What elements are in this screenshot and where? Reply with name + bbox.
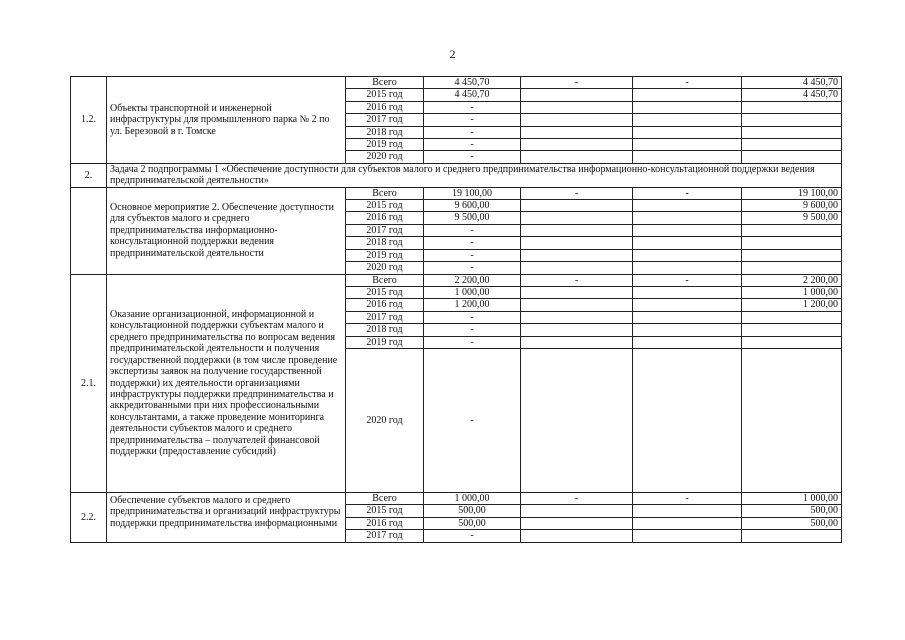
total-cell: 500,00 (742, 517, 842, 529)
amount-cell: 1 000,00 (424, 286, 521, 298)
amount-cell: - (424, 336, 521, 348)
budget-col-3 (521, 126, 633, 138)
total-cell: 1 000,00 (742, 286, 842, 298)
budget-col-4: - (633, 187, 742, 199)
total-cell (742, 530, 842, 542)
page-number: 2 (449, 47, 456, 61)
amount-cell: - (424, 311, 521, 323)
budget-col-3 (521, 262, 633, 274)
total-cell: 9 500,00 (742, 212, 842, 224)
budget-col-4 (633, 348, 742, 492)
table-row (71, 187, 842, 199)
year-cell: 2015 год (346, 286, 424, 298)
total-cell (742, 126, 842, 138)
budget-col-4 (633, 114, 742, 126)
item-name: Объекты транспортной и инженерной инфраструктуры для промышленного парка № 2 по ул. Березовой в г. Томске (107, 77, 346, 164)
budget-col-4 (633, 224, 742, 236)
total-cell: 2 200,00 (742, 274, 842, 286)
budget-col-3 (521, 212, 633, 224)
year-cell: 2019 год (346, 249, 424, 261)
budget-col-3: - (521, 187, 633, 199)
total-cell (742, 249, 842, 261)
row-number: 2.2. (71, 492, 107, 542)
row-number: 2. (71, 163, 107, 187)
total-cell (742, 101, 842, 113)
year-cell: 2017 год (346, 224, 424, 236)
year-cell: Всего (346, 187, 424, 199)
budget-col-3 (521, 101, 633, 113)
budget-col-4: - (633, 492, 742, 504)
budget-col-3 (521, 224, 633, 236)
amount-cell: 4 450,70 (424, 89, 521, 101)
year-cell: Всего (346, 274, 424, 286)
year-cell: 2019 год (346, 336, 424, 348)
year-cell: Всего (346, 77, 424, 89)
budget-col-3: - (521, 492, 633, 504)
row-number: 1.2. (71, 77, 107, 164)
budget-col-3: - (521, 77, 633, 89)
total-cell: 1 000,00 (742, 492, 842, 504)
amount-cell: 19 100,00 (424, 187, 521, 199)
budget-col-4 (633, 286, 742, 298)
budget-col-4 (633, 324, 742, 336)
budget-col-4 (633, 139, 742, 151)
total-cell (742, 151, 842, 163)
budget-col-3 (521, 311, 633, 323)
year-cell: 2020 год (346, 348, 424, 492)
year-cell: 2015 год (346, 200, 424, 212)
budget-col-3 (521, 114, 633, 126)
total-cell (742, 324, 842, 336)
total-cell (742, 348, 842, 492)
total-cell (742, 262, 842, 274)
year-cell: 2017 год (346, 311, 424, 323)
budget-col-4 (633, 517, 742, 529)
budget-col-4 (633, 126, 742, 138)
budget-col-3 (521, 348, 633, 492)
total-cell: 19 100,00 (742, 187, 842, 199)
amount-cell: - (424, 139, 521, 151)
budget-col-3 (521, 237, 633, 249)
task-row (71, 163, 842, 187)
budget-col-3 (521, 151, 633, 163)
budget-col-4 (633, 311, 742, 323)
budget-col-4 (633, 89, 742, 101)
year-cell: 2019 год (346, 139, 424, 151)
year-cell: 2018 год (346, 126, 424, 138)
year-cell: 2016 год (346, 517, 424, 529)
year-cell: 2016 год (346, 299, 424, 311)
budget-col-4 (633, 212, 742, 224)
amount-cell: - (424, 530, 521, 542)
year-cell: 2020 год (346, 151, 424, 163)
year-cell: 2015 год (346, 89, 424, 101)
amount-cell: 9 500,00 (424, 212, 521, 224)
budget-col-4 (633, 262, 742, 274)
budget-col-4 (633, 505, 742, 517)
year-cell: Всего (346, 492, 424, 504)
budget-col-3 (521, 517, 633, 529)
budget-col-3 (521, 530, 633, 542)
amount-cell: 1 000,00 (424, 492, 521, 504)
amount-cell: - (424, 262, 521, 274)
item-name: Основное мероприятие 2. Обеспечение доступности для субъектов малого и среднего предпринимательства информационно-консультационной поддержки ведения предпринимательской деятельности (107, 187, 346, 274)
total-cell: 500,00 (742, 505, 842, 517)
total-cell: 4 450,70 (742, 89, 842, 101)
budget-col-4 (633, 237, 742, 249)
item-name: Оказание организационной, информационной и консультационной поддержки субъектам малого и среднего предпринимательства по вопросам ведения предпринимательской деятельности и получения государственной поддержки (в том числе проведение экспертизы заявок на получение государственной поддержки) их деятельности организациями инфраструктуры поддержки предпринимательства и аккредитованными при них профессиональными консультантами, а также проведение мониторинга деятельности субъектов малого и среднего предпринимательства – получателей финансовой поддержки (предоставление субсидий) (107, 274, 346, 492)
budget-col-4 (633, 336, 742, 348)
amount-cell: 2 200,00 (424, 274, 521, 286)
budget-col-4 (633, 299, 742, 311)
budget-col-3 (521, 249, 633, 261)
total-cell: 1 200,00 (742, 299, 842, 311)
budget-col-3: - (521, 274, 633, 286)
amount-cell: 9 600,00 (424, 200, 521, 212)
year-cell: 2016 год (346, 212, 424, 224)
amount-cell: - (424, 348, 521, 492)
budget-col-3 (521, 299, 633, 311)
total-cell: 4 450,70 (742, 77, 842, 89)
amount-cell: - (424, 237, 521, 249)
amount-cell: - (424, 151, 521, 163)
table-row (71, 492, 842, 504)
total-cell (742, 336, 842, 348)
budget-col-4 (633, 151, 742, 163)
year-cell: 2018 год (346, 237, 424, 249)
budget-col-4: - (633, 77, 742, 89)
total-cell (742, 139, 842, 151)
row-number: 2.1. (71, 274, 107, 492)
amount-cell: 500,00 (424, 517, 521, 529)
total-cell (742, 237, 842, 249)
amount-cell: - (424, 324, 521, 336)
budget-col-3 (521, 324, 633, 336)
year-cell: 2015 год (346, 505, 424, 517)
budget-col-3 (521, 286, 633, 298)
total-cell (742, 224, 842, 236)
year-cell: 2018 год (346, 324, 424, 336)
budget-col-3 (521, 505, 633, 517)
year-cell: 2017 год (346, 530, 424, 542)
budget-col-3 (521, 139, 633, 151)
budget-col-3 (521, 200, 633, 212)
table-row (71, 77, 842, 89)
amount-cell: - (424, 224, 521, 236)
budget-col-3 (521, 89, 633, 101)
budget-col-4 (633, 249, 742, 261)
amount-cell: 500,00 (424, 505, 521, 517)
budget-table (70, 76, 842, 543)
year-cell: 2017 год (346, 114, 424, 126)
amount-cell: - (424, 114, 521, 126)
amount-cell: - (424, 249, 521, 261)
amount-cell: 1 200,00 (424, 299, 521, 311)
table-row (71, 274, 842, 286)
year-cell: 2016 год (346, 101, 424, 113)
amount-cell: 4 450,70 (424, 77, 521, 89)
budget-col-4 (633, 101, 742, 113)
total-cell (742, 311, 842, 323)
year-cell: 2020 год (346, 262, 424, 274)
budget-col-4 (633, 530, 742, 542)
amount-cell: - (424, 126, 521, 138)
budget-col-3 (521, 336, 633, 348)
item-name: Обеспечение субъектов малого и среднего предпринимательства и организаций инфраструктуры поддержки предпринимательства информационными (107, 492, 346, 542)
row-number (71, 187, 107, 274)
budget-col-4: - (633, 274, 742, 286)
total-cell: 9 600,00 (742, 200, 842, 212)
task-title: Задача 2 подпрограммы 1 «Обеспечение доступности для субъектов малого и среднего предпринимательства информационно-консультационной поддержки ведения предпринимательской деятельности» (107, 163, 842, 187)
amount-cell: - (424, 101, 521, 113)
budget-col-4 (633, 200, 742, 212)
total-cell (742, 114, 842, 126)
